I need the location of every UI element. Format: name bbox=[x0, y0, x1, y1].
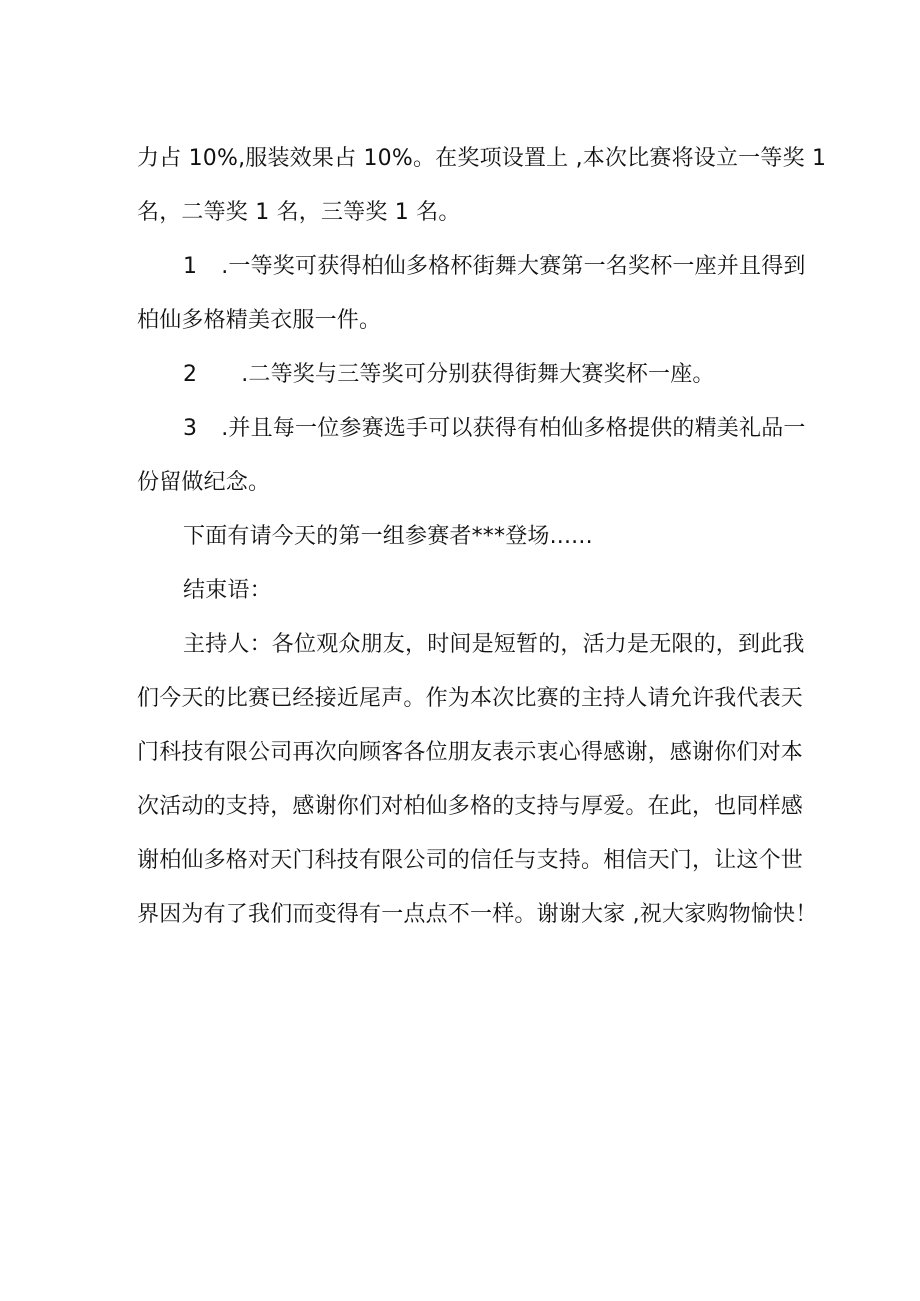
list-number: 3 bbox=[183, 416, 198, 441]
paragraph-line: 们今天的比赛已经接近尾声。作为本次比赛的主持人请允许我代表天 bbox=[137, 686, 804, 711]
list-number: 1 bbox=[183, 254, 198, 279]
paragraph-line: 门科技有限公司再次向顾客各位朋友表示衷心得感谢，感谢你们对本 bbox=[137, 740, 804, 765]
document-body bbox=[137, 132, 827, 942]
paragraph-line: 份留做纪念。 bbox=[137, 470, 271, 495]
paragraph-line: 谢柏仙多格对天门科技有限公司的信任与支持。相信天门，让这个世 bbox=[137, 848, 804, 873]
list-number: 2 bbox=[183, 362, 198, 387]
paragraph-line: 名，二等奖 1 名，三等奖 1 名。 bbox=[137, 200, 461, 225]
section-heading: 结束语： bbox=[183, 578, 272, 603]
paragraph-line: 力占 10%,服装效果占 10%。在奖项设置上 ,本次比赛将设立一等奖 1 bbox=[137, 146, 827, 171]
paragraph-line: 下面有请今天的第一组参赛者***登场...... bbox=[183, 524, 593, 549]
paragraph-line: 界因为有了我们而变得有一点点不一样。谢谢大家 ,祝大家购物愉快！ bbox=[137, 902, 818, 927]
list-item-text: .一等奖可获得柏仙多格杯街舞大赛第一名奖杯一座并且得到 bbox=[221, 254, 806, 279]
list-item-3 bbox=[137, 402, 806, 456]
paragraph-line: 次活动的支持，感谢你们对柏仙多格的支持与厚爱。在此，也同样感 bbox=[137, 794, 804, 819]
list-item-text: .并且每一位参赛选手可以获得有柏仙多格提供的精美礼品一 bbox=[221, 416, 806, 441]
list-item-2 bbox=[137, 348, 787, 402]
list-item-1 bbox=[137, 240, 806, 294]
paragraph-line: 柏仙多格精美衣服一件。 bbox=[137, 308, 382, 333]
paragraph-line: 主持人：各位观众朋友，时间是短暂的，活力是无限的，到此我 bbox=[183, 632, 805, 657]
list-item-text: .二等奖与三等奖可分别获得街舞大赛奖杯一座。 bbox=[241, 362, 715, 387]
